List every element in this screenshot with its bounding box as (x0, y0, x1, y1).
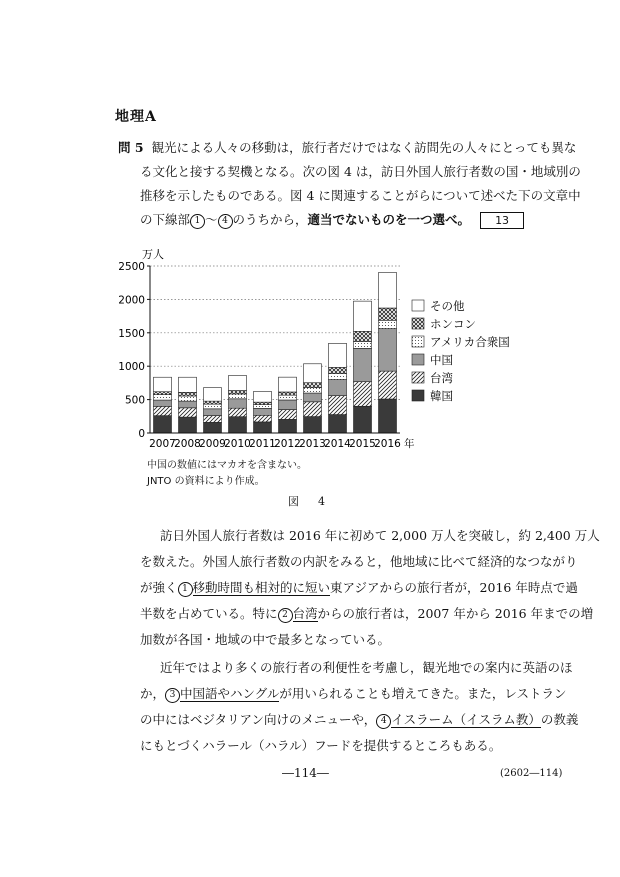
legend-label-0: 韓国 (430, 389, 453, 403)
bar-segment-1-4 (254, 415, 272, 422)
legend-label-2: 中国 (430, 353, 453, 367)
bar-segment-3-3 (229, 394, 247, 399)
bar-segment-1-6 (304, 402, 322, 417)
question-instruction: 適当でないものを一つ選べ。 (307, 212, 471, 227)
bar-segment-3-0 (154, 395, 172, 400)
page-code: (2602―114) (500, 768, 563, 779)
bar-segment-5-6 (304, 364, 322, 383)
bar-segment-1-8 (354, 382, 372, 407)
bar-segment-0-5 (279, 419, 297, 433)
question-text-1: 観光による人々の移動は，旅行者だけではなく訪問先の人々にとっても異な (151, 140, 577, 155)
bar-segment-0-1 (179, 417, 197, 433)
underlined-text-4: イスラーム（イスラム教） (391, 712, 541, 727)
source-note-1: 中国の数値にはマカオを含まない。 (147, 460, 307, 471)
p2-line3-pre: の中にはベジタリアン向けのメニューや， (140, 712, 377, 727)
question-label: 問 5 (118, 140, 144, 155)
bar-segment-4-3 (229, 391, 247, 394)
bar-segment-3-7 (329, 374, 347, 380)
bar-segment-2-5 (279, 400, 297, 410)
bar-segment-3-9 (379, 320, 397, 328)
bar-segment-2-9 (379, 329, 397, 372)
y-tick-label: 1500 (118, 327, 145, 340)
bar-segment-3-1 (179, 396, 197, 401)
bar-segment-1-1 (179, 408, 197, 417)
bar-segment-1-0 (154, 406, 172, 415)
bar-segment-3-4 (254, 405, 272, 409)
paragraph-1-line-4 (140, 601, 593, 627)
x-tick-label: 2013 (299, 438, 326, 450)
bar-segment-1-3 (229, 408, 247, 416)
x-tick-label: 2015 (349, 438, 376, 450)
circled-number-1: 1 (190, 214, 205, 229)
figure-caption: 図 4 (288, 495, 329, 508)
underlined-text-2: 台湾 (292, 606, 318, 621)
x-tick-label: 2009 (199, 438, 226, 450)
bar-segment-3-5 (279, 395, 297, 400)
bar-segment-5-4 (254, 391, 272, 402)
bar-segment-2-6 (304, 393, 322, 402)
legend-swatch-4 (412, 318, 424, 329)
legend-swatch-2 (412, 354, 424, 365)
bar-segment-0-9 (379, 399, 397, 433)
paragraph-2-line-4: にもとづくハラール（ハラル）フードを提供するところもある。 (140, 738, 502, 753)
legend-label-5: その他 (430, 299, 465, 313)
bar-segment-2-8 (354, 348, 372, 381)
bar-segment-5-9 (379, 272, 397, 308)
bar-segment-5-0 (154, 377, 172, 391)
x-tick-label: 2007 (149, 438, 176, 450)
x-tick-label: 2012 (274, 438, 301, 450)
underline-mark-4: 4 (376, 714, 391, 729)
bar-segment-2-1 (179, 401, 197, 408)
bar-segment-5-1 (179, 377, 197, 392)
x-tick-label: 2011 (249, 438, 276, 450)
bar-segment-5-8 (354, 301, 372, 331)
legend-swatch-1 (412, 372, 424, 383)
bar-segment-4-2 (204, 401, 222, 404)
question-text-4b: のうちから， (232, 212, 308, 227)
y-tick-label: 1000 (118, 361, 145, 374)
legend-swatch-3 (412, 336, 424, 347)
legend-label-4: ホンコン (430, 317, 476, 331)
bar-segment-3-8 (354, 341, 372, 348)
underline-mark-3: 3 (165, 688, 180, 703)
paragraph-1-line-1: 訪日外国人旅行者数は 2016 年に初めて 2,000 万人を突破し，約 2,400 万人 (160, 528, 600, 543)
bar-segment-4-0 (154, 392, 172, 395)
bar-segment-4-4 (254, 402, 272, 404)
paragraph-1-line-2: を数えた。外国人旅行者数の内訳をみると，他地域に比べて経済的なつながり (140, 554, 578, 569)
bar-segment-4-5 (279, 392, 297, 395)
legend-label-1: 台湾 (430, 371, 453, 385)
source-note-2: JNTO の資料により作成。 (147, 476, 265, 487)
bar-segment-0-2 (204, 422, 222, 433)
legend-swatch-0 (412, 390, 424, 401)
paragraph-1-line-3 (140, 575, 578, 601)
bar-segment-2-2 (204, 409, 222, 416)
bar-segment-2-7 (329, 380, 347, 396)
bar-segment-2-3 (229, 399, 247, 408)
bar-segment-2-4 (254, 408, 272, 415)
p2-line2-pre: か， (140, 686, 166, 701)
range-separator: ～ (205, 212, 218, 227)
underlined-text-3: 中国語やハングル (180, 686, 280, 701)
bar-segment-5-2 (204, 388, 222, 401)
paragraph-2-line-1: 近年ではより多くの旅行者の利便性を考慮し，観光地での案内に英語のほ (160, 660, 573, 675)
circled-number-4: 4 (218, 214, 233, 229)
bar-segment-0-4 (254, 422, 272, 433)
y-tick-label: 0 (138, 428, 145, 440)
bar-segment-5-7 (329, 343, 347, 367)
underlined-text-1: 移動時間も相対的に短い (192, 580, 331, 595)
subject-heading: 地理A (115, 109, 157, 125)
bar-segment-2-0 (154, 400, 172, 406)
legend-swatch-5 (412, 300, 424, 311)
underline-mark-1: 1 (178, 582, 193, 597)
bar-segment-0-7 (329, 415, 347, 433)
page-number: ―114― (282, 766, 329, 780)
paragraph-1-line-5: 加数が各国・地域の中で最多となっている。 (140, 632, 391, 647)
bar-segment-1-5 (279, 410, 297, 420)
paragraph-2-line-3 (140, 707, 578, 733)
bar-segment-1-2 (204, 416, 222, 423)
bar-segment-4-8 (354, 331, 372, 341)
x-tick-label: 2008 (174, 438, 201, 450)
p2-line2-post: が用いられることも増えてきた。また，レストラン (279, 686, 567, 701)
p1-line4-pre: 半数を占めている。特に (140, 606, 278, 621)
question-line-3: 推移を示したものである。図 4 に関連することがらについて述べた下の文章中 (140, 188, 581, 203)
bar-segment-3-2 (204, 404, 222, 409)
p1-line3-post: 東アジアからの旅行者が，2016 年時点で過 (330, 580, 578, 595)
question-line-2: る文化と接する契機となる。次の図 4 は，訪日外国人旅行者数の国・地域別の (140, 164, 581, 179)
bar-segment-0-3 (229, 417, 247, 433)
p1-line3-pre: が強く (140, 580, 178, 595)
x-tick-label: 2010 (224, 438, 251, 450)
x-tick-label: 2014 (324, 438, 351, 450)
bar-segment-5-3 (229, 375, 247, 390)
bar-segment-1-7 (329, 396, 347, 415)
bar-segment-5-5 (279, 377, 297, 392)
p2-line3-post: の教義 (540, 712, 579, 727)
y-tick-label: 2500 (118, 261, 145, 273)
x-axis-unit-label: 年 (404, 438, 415, 450)
y-tick-label: 500 (124, 394, 145, 407)
question-text-4a: の下線部 (140, 212, 191, 227)
x-tick-label: 2016 (374, 438, 401, 450)
legend-label-3: アメリカ合衆国 (430, 335, 510, 349)
y-axis-unit-label: 万人 (142, 248, 164, 261)
paragraph-2-line-2 (140, 681, 567, 707)
bar-segment-3-6 (304, 388, 322, 393)
answer-number-box: 13 (480, 212, 524, 229)
bar-segment-4-6 (304, 383, 322, 388)
p1-line4-post: からの旅行者は，2007 年から 2016 年までの増 (317, 606, 594, 621)
underline-mark-2: 2 (278, 608, 293, 623)
bar-segment-4-9 (379, 308, 397, 320)
bar-segment-0-6 (304, 417, 322, 433)
bar-segment-4-7 (329, 367, 347, 373)
y-tick-label: 2000 (118, 294, 145, 307)
bar-segment-0-0 (154, 416, 172, 433)
bar-segment-1-9 (379, 371, 397, 399)
bar-segment-0-8 (354, 406, 372, 433)
bar-segment-4-1 (179, 392, 197, 396)
